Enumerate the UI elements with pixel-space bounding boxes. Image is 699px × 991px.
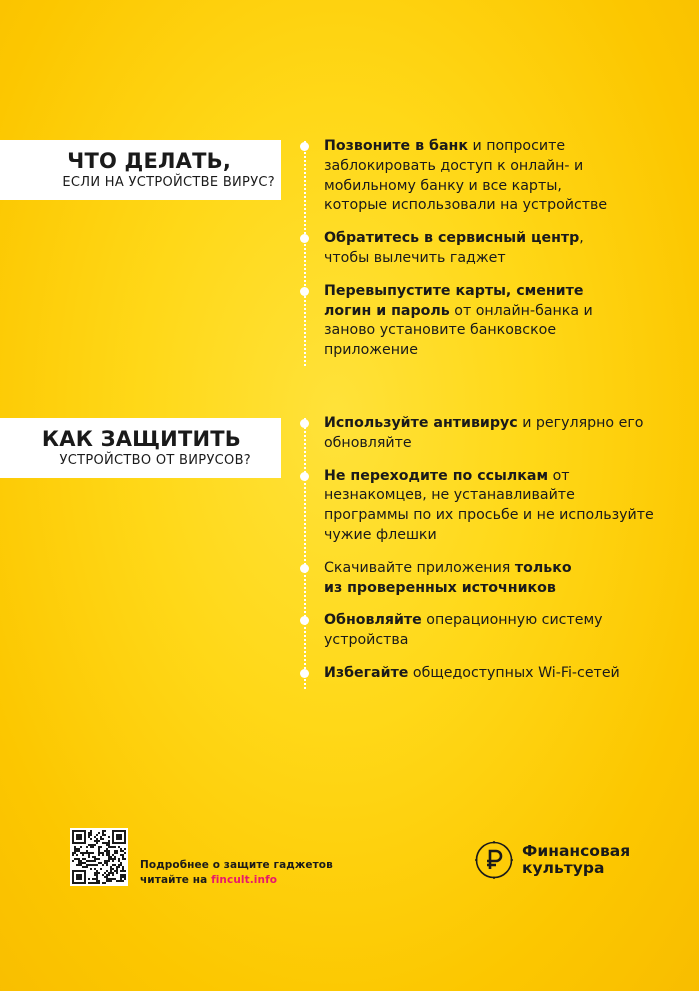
item-bold: Обновляйте	[324, 612, 422, 629]
bullet-dot-icon	[300, 287, 309, 296]
footnote	[140, 858, 333, 888]
list-item	[305, 137, 624, 216]
section-2-title: КАК ЗАЩИТИТЬ	[41, 427, 241, 451]
section-2-subtitle: УСТРОЙСТВО ОТ ВИРУСОВ?	[59, 453, 251, 468]
fincult-link[interactable]: fincult.info	[211, 874, 278, 886]
item-text: и попросите заблокировать доступ к онлайн- и мобильному банку и все карты, которые использовали на устройстве	[324, 138, 608, 214]
item-bold: Используйте антивирус	[324, 415, 518, 431]
bullet-dot-icon	[300, 419, 309, 428]
item-bold: только из проверенных источников	[324, 559, 572, 596]
footnote-line-1: Подробнее о защите гаджетов	[140, 859, 333, 871]
item-text: от незнакомцев, не устанавливайте программы по их просьбе и не используйте чужие флешки	[324, 467, 654, 543]
bullet-dot-icon	[300, 616, 309, 625]
item-bold: Перевыпустите карты, смените логин и пароль	[324, 282, 584, 319]
list-item	[305, 559, 584, 599]
item-text: от онлайн-банка и заново установите банковское приложение	[324, 302, 593, 359]
item-text: Скачивайте приложения	[324, 559, 515, 576]
brand-logo	[474, 840, 630, 880]
brand-line-2: культура	[522, 859, 605, 877]
item-text: общедоступных Wi-Fi-сетей	[408, 664, 620, 681]
item-text: , чтобы вылечить гаджет	[324, 230, 584, 266]
section-2-title-panel	[0, 418, 281, 478]
item-bold: Позвоните в банк	[324, 138, 468, 154]
list-item	[305, 664, 664, 684]
item-bold: Избегайте	[324, 664, 409, 681]
list-item	[305, 467, 664, 546]
bullet-dot-icon	[300, 564, 309, 573]
section-1-list	[305, 137, 690, 374]
item-text: операционную систему устройства	[324, 612, 603, 649]
ruble-coin-icon	[474, 840, 514, 880]
brand-name	[522, 843, 630, 877]
section-1-title: ЧТО ДЕЛАТЬ,	[67, 149, 231, 173]
bullet-dot-icon	[300, 142, 309, 151]
bullet-dot-icon	[300, 234, 309, 243]
bullet-dot-icon	[300, 669, 309, 678]
section-2-list	[305, 414, 690, 697]
bullet-dot-icon	[300, 472, 309, 481]
item-bold: Обратитесь в сервисный центр	[324, 230, 580, 247]
brand-line-1: Финансовая	[522, 842, 631, 860]
footnote-line-2	[140, 873, 333, 888]
list-item	[305, 282, 629, 361]
list-item	[305, 611, 624, 651]
section-1-title-panel	[0, 140, 281, 200]
list-item	[305, 414, 654, 454]
footnote-prefix: читайте на	[140, 874, 212, 886]
qr-code-icon[interactable]	[70, 828, 128, 886]
section-1-subtitle: ЕСЛИ НА УСТРОЙСТВЕ ВИРУС?	[62, 175, 275, 190]
item-text: и регулярно его обновляйте	[324, 415, 644, 451]
item-bold: Не переходите по ссылкам	[324, 467, 549, 484]
list-item	[305, 229, 589, 269]
